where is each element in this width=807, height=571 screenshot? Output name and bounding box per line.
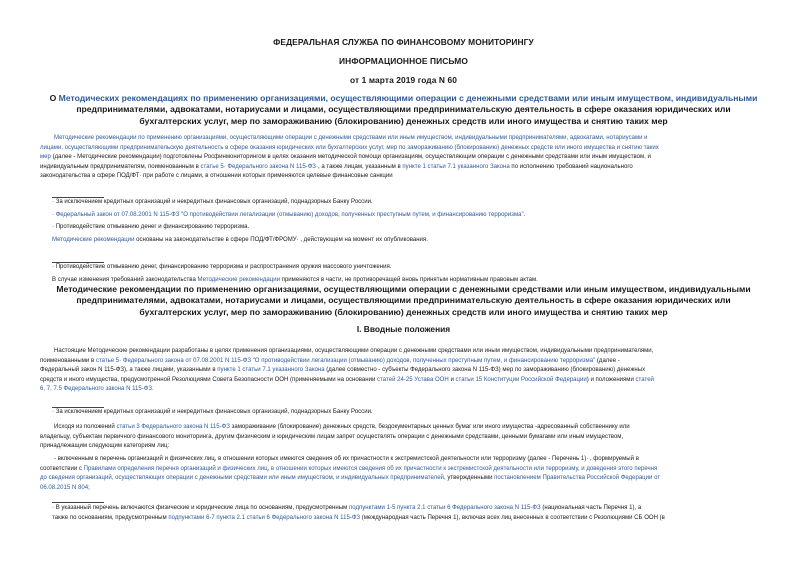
articles-link[interactable]: 6, 7, 7.5 Федерального закона N 115-ФЗ. — [40, 386, 154, 393]
title-line: бухгалтерских услуг, мер по замораживанию (блокированию) денежных средств или иного имущества и снятию таких мер — [139, 115, 668, 126]
paragraph-text: ; — [88, 484, 90, 491]
paragraph-text: Исходя из положений — [54, 424, 117, 430]
paragraph-text: принадлежащим следующим категориям лиц: — [40, 443, 170, 450]
footnote-block — [52, 408, 768, 418]
title-line: предпринимателями, адвокатами, нотариусами и лицами, осуществляющими предпринимательскую деятельность в сфере оказания юридических или — [76, 104, 731, 115]
subparagraphs-link[interactable]: подпунктами 1-5 пункта 2.1 статьи 6 Федерального закона N 115-ФЗ — [348, 505, 541, 511]
paragraph-text: (далее совместно - субъекты Федерального закона N 115-ФЗ) мер по замораживанию (блокированию) денежных — [324, 367, 646, 374]
law-115-link[interactable]: Федерального закона от 07.08.2001 N 115-ФЗ "О противодействии легализации (отмыванию) доходов, полученных преступным путем, и финансированию терроризма" — [122, 357, 596, 364]
paragraph-text: Настоящие Методические рекомендации разработаны в целях применения организациями, осуществляющими операции с денежными средствами или иным имуществом, индивидуальными предпринимателями, — [54, 348, 654, 354]
title-line: бухгалтерских услуг, мер по замораживанию (блокированию) денежных средств или иного имущества и снятию таких мер — [139, 306, 668, 317]
section-paragraph — [40, 455, 770, 493]
footnote-text: основаны на законодательстве в сфере ПОД/ФТ/ФРОМУ· , действующем на момент их опубликования. — [134, 236, 428, 243]
un-charter-link[interactable]: статей 24-25 Устава ООН — [377, 376, 449, 383]
footnote: · За исключением кредитных организаций и некредитных финансовых организаций, поднадзорных Банку России. — [52, 409, 373, 415]
paragraph-text: поименованными в — [40, 357, 96, 364]
intro-link[interactable]: лицами, осуществляющими предпринимательскую деятельность в сфере оказания юридических или бухгалтерских услуг, мер по замораживанию (блокированию) денежных средств или иного имущества и снятию таких — [40, 144, 659, 151]
methodical-link[interactable]: Методические рекомендации — [52, 236, 135, 243]
footnote-text: В случае изменения требований законодательства — [52, 276, 198, 283]
intro-text: ·, а также лицам, указанным в — [315, 163, 403, 170]
agency-heading: ФЕДЕРАЛЬНАЯ СЛУЖБА ПО ФИНАНСОВОМУ МОНИТОРИНГУ — [273, 37, 534, 47]
footnote-mark: · — [52, 211, 56, 218]
footnote-mark: · — [223, 163, 228, 170]
intro-text: законодательства в сфере ПОД/ФТ· при работе с лицами, в отношении которых применяются целевые финансовые санкции — [40, 173, 393, 180]
footnote-block — [52, 263, 768, 285]
decree-link[interactable]: постановлением Правительства Российской Федерации от — [494, 475, 661, 482]
footnote: · Противодействие отмыванию денег, финансированию терроризма и распространения оружия массового уничтожения. — [52, 264, 392, 270]
paragraph-text: (далее - — [595, 357, 620, 364]
footnote-block — [52, 504, 768, 523]
intro-text: индивидуальным предпринимателям, поименованным в — [40, 163, 201, 170]
paragraph-text: средств и иного имущества, предусмотренной Резолюциями Совета Безопасности ООН (применяемыми на основании — [40, 376, 378, 383]
footnote-text: (национальная часть Перечня 1), а — [540, 505, 642, 511]
title-prefix: О — [49, 93, 59, 103]
date-number-heading: от 1 марта 2019 года N 60 — [350, 75, 457, 85]
footnote: · За исключением кредитных организаций и некредитных финансовых организаций, поднадзорных Банку России. — [52, 199, 373, 205]
intro-link[interactable]: Методические рекомендации по применению организациями, осуществляющими операции с денежными средствами или иным имуществом, индивидуальными предпринимателями, адвокатами, нотариусами и — [54, 135, 648, 141]
intro-paragraph — [40, 134, 770, 182]
footnote-text: · В указанный перечень включаются физические и юридические лица по основаниям, предусмотренным — [52, 505, 349, 511]
law-115-link[interactable]: Федеральный закон от 07.08.2001 N 115-ФЗ "О противодействии легализации (отмыванию) доходов, полученных преступным путем, и финансированию терроризма" — [55, 211, 524, 218]
articles-link[interactable]: статей — [635, 376, 654, 383]
repeat-title — [0, 284, 807, 318]
paragraph-text: ) и положениями — [586, 376, 636, 383]
law-115-link[interactable]: Федерального закона N 115-ФЗ — [227, 163, 316, 170]
paragraph-text: владельцу, субъектам первичного финансового мониторинга, другим физическим и юридическим лицам запрет осуществлять операции с денежными средствами, ценными бумагами или иным имуществом, — [40, 433, 624, 440]
footnote-text: также по основаниям, предусмотренным — [52, 514, 169, 521]
paragraph-text: , утвержденными — [443, 475, 495, 482]
doc-type-heading: ИНФОРМАЦИОННОЕ ПИСЬМО — [339, 56, 468, 66]
footnote-divider — [52, 502, 104, 503]
paragraph-text: соответствии с — [40, 465, 84, 472]
document-title — [0, 93, 807, 127]
methodical-link[interactable]: Методические рекомендации — [197, 276, 280, 283]
footnote-text: применяются в части, не противоречащей вновь принятым нормативным правовым актам. — [279, 276, 538, 283]
footnote-mark: · — [119, 357, 123, 364]
constitution-link[interactable]: статьи 15 Конституции Российской Федерации — [455, 376, 587, 383]
title-line: Методические рекомендации по применению организациями, осуществляющими операции с денежными средствами или иным имуществом, индивидуальными — [56, 284, 751, 294]
paragraph-text: Федеральный закон N 115-ФЗ), а также лицами, указанными в — [40, 367, 218, 374]
section-heading: I. Вводные положения — [356, 324, 451, 334]
subparagraphs-link[interactable]: подпунктами 6-7 пункта 2.1 статьи 6 Федерального закона N 115-ФЗ — [168, 514, 361, 521]
intro-text: (далее - Методические рекомендации) подготовлены Росфинмониторингом в целях оказания методической помощи организациям, осуществляющим операции с денежными средствами или иным имуществом, и — [50, 154, 651, 161]
paragraph-text: и — [448, 376, 456, 383]
title-line: предпринимателями, адвокатами, нотариусами и лицами, осуществляющими предпринимательскую деятельность в сфере оказания юридических или — [76, 295, 731, 306]
paragraph-text: замораживание (блокирование) денежных средств, бездокументарных ценных бумаг или иного имущества -адресованный собственнику или — [229, 424, 630, 430]
paragraph-text: - включенным в перечень организаций и физических лиц, в отношении которых имеются сведения об их причастности к экстремистской деятельности или терроризму (далее - Перечень 1)· , формируемый в — [54, 456, 639, 462]
title-link[interactable]: Методических рекомендациях по применению организациями, осуществляющими операции с денежными средствами или иным имуществом, индивидуальными — [58, 93, 758, 103]
article-7-1-link[interactable]: пункте 1 статьи 7.1 указанного Закона — [402, 163, 510, 170]
section-paragraph — [40, 347, 770, 395]
footnote-text: . — [523, 211, 526, 218]
footnote: · Противодействие отмыванию денег и финансированию терроризма. — [52, 224, 250, 231]
intro-text: по исполнению требований национального — [509, 163, 633, 170]
footnote-block — [52, 198, 768, 245]
footnote-text: (международная часть Перечня 1), включая всех лиц внесенных в соответствии с Резолюциями СБ ООН (в — [360, 514, 665, 521]
rules-link[interactable]: до сведения организаций, осуществляющих операции с денежными средствами или иным имуществом, и индивидуальных предпринимателей — [40, 475, 444, 482]
article-5-link[interactable]: статье 5 — [200, 163, 224, 170]
rules-link[interactable]: Правилами определения перечня организаций и физических лиц, в отношении которых имеются сведения об их причастности к экстремистской деятельности или терроризму, и доведения этого перечня — [83, 465, 658, 472]
article-3-link[interactable]: статьи 3 Федерального закона N 115-ФЗ — [116, 424, 230, 430]
section-paragraph — [40, 423, 770, 452]
article-5-link[interactable]: статье 5 — [95, 357, 120, 364]
intro-link[interactable]: мер — [40, 154, 51, 161]
decree-link[interactable]: 06.08.2015 N 804 — [40, 484, 89, 491]
article-7-1-link[interactable]: пункте 1 статьи 7.1 указанного Закона — [217, 367, 325, 374]
